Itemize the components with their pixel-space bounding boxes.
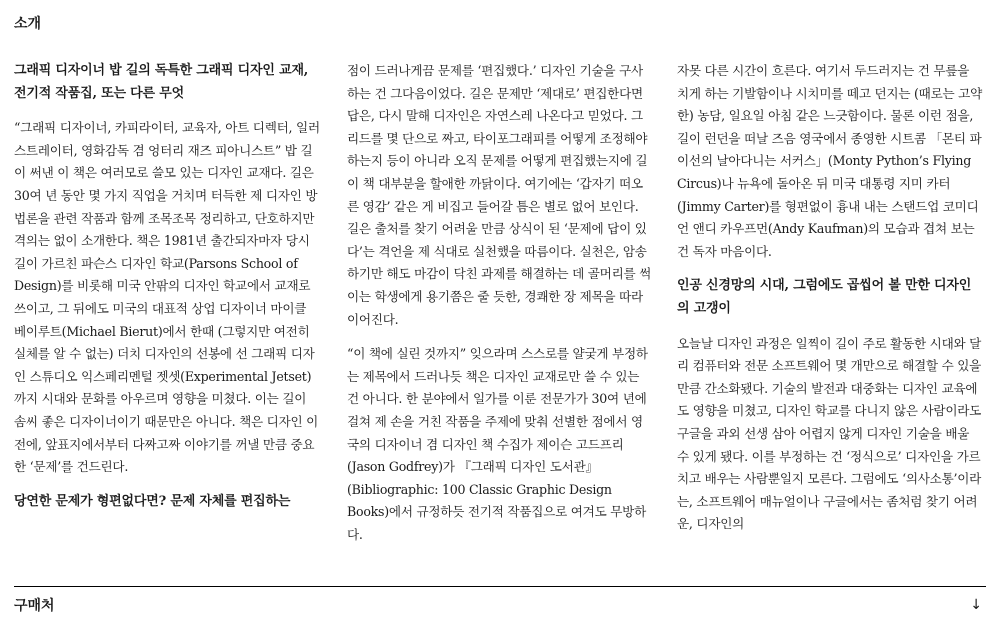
arrow-down-icon[interactable]: ↓	[970, 597, 982, 613]
column-3	[677, 60, 983, 578]
where-to-buy-toggle[interactable]	[14, 592, 986, 618]
section-title: 소개	[14, 16, 42, 32]
where-to-buy-label: 구매처	[14, 598, 55, 614]
heading-problem: 당연한 문제가 형편없다면? 문제 자체를 편집하는	[14, 493, 291, 509]
paragraph: “이 책에 실린 것까지” 잊으라며 스스로를 얄궂게 부정하는 제목에서 드러나듯 책은 디자인 교재로만 쓸 수 있는 건 아니다. 한 분야에서 일가를 이룬 전문가가 30여 년에 걸쳐 제 손을 거친 작품을 주제에 맞춰 선별한 점에서 영국의 디자이너 겸 디자인 책 수집가 제이슨 고드프리(Jason Godfrey)가 『그래픽 디자인 도서관』(Bibliographic: 100 Classic Graphic Design Books)에서 규정하듯 전기적 작품집으로 여겨도 무방하다.	[347, 346, 648, 542]
divider	[14, 586, 986, 587]
article-columns	[14, 60, 986, 578]
paragraph: 오늘날 디자인 과정은 일찍이 길이 주로 활동한 시대와 달리 컴퓨터와 전문 소프트웨어 몇 개만으로 해결할 수 있을 만큼 간소화됐다. 기술의 발전과 대중화는 디자인 교육에도 영향을 미쳤고, 디자인 학교를 다니지 않은 사람이라도 구글을 과외 선생 삼아 어렵지 않게 디자인 기술을 배울 수 있게 됐다. 이를 부정하는 건 ‘정식으로’ 디자인을 가르치고 배우는 사람뿐일지 모른다. 그럼에도 ‘의사소통’이라는, 소프트웨어 매뉴얼이나 구글에서는 좀처럼 찾기 어려운, 디자인의	[677, 335, 982, 532]
heading-ai-era: 인공 신경망의 시대, 그럼에도 곱씹어 볼 만한 디자인의 고갱이	[677, 278, 972, 316]
paragraph: 자못 다른 시간이 흐른다. 여기서 두드러지는 건 무릎을 치게 하는 기발함이나 시치미를 떼고 던지는 (때로는 고약한) 농담, 일요일 아침 같은 느긋함이다. 물론 이런 점을, 길이 런던을 떠날 즈음 영국에서 종영한 시트콤 「몬티 파이선의 날아다니는 서커스」(Monty Python’s Flying Circus)나 뉴욕에 돌아온 뒤 미국 대통령 지미 카터(Jimmy Carter)를 형편없이 흉내 내는 스탠드업 코미디언 앤디 카우프먼(Andy Kaufman)의 모습과 겹쳐 보는 건 독자 마음이다.	[677, 63, 982, 259]
paragraph: “그래픽 디자이너, 카피라이터, 교육자, 아트 디렉터, 일러스트레이터, 영화감독 겸 엉터리 재즈 피아니스트” 밥 길이 써낸 이 책은 여러모로 쓸모 있는 디자인 교재다. 길은 30여 년 동안 몇 가지 직업을 거치며 터득한 제 디자인 방법론을 관련 작품과 함께 조목조목 정리하고, 단호하지만 격의는 없이 소개한다. 책은 1981년 출간되자마자 당시 길이 가르친 파슨스 디자인 학교(Parsons School of Design)를 비롯해 미국 안팎의 디자인 학교에서 교재로 쓰이고, 그 뒤에도 미국의 대표적 상업 디자이너 마이클 베이루트(Michael Bierut)에서 한때 (그렇지만 여전히 실체를 알 수 없는) 더치 디자인의 선봉에 선 그래픽 디자인 스튜디오 익스페리멘털 젯셋(Experimental Jetset)까지 시대와 문화를 아우르며 영향을 미쳤다. 이는 길이 솜씨 좋은 디자이너이기 때문만은 아니다. 책은 디자인 이전에, 앞표지에서부터 다짜고짜 이야기를 꺼낼 만큼 중요한 ‘문제’를 건드린다.	[14, 120, 320, 475]
column-2	[347, 60, 653, 578]
column-1	[14, 60, 320, 578]
paragraph: 점이 드러나게끔 문제를 ‘편집했다.’ 디자인 기술을 구사하는 건 그다음이었다. 길은 문제만 ‘제대로’ 편집한다면 답은, 다시 말해 디자인은 자연스레 나온다고 믿었다. 그리드를 몇 단으로 짜고, 타이포그래피를 어떻게 조정해야 하는지 등이 아니라 오직 문제를 어떻게 편집했는지에 길이 책 대부분을 할애한 까닭이다. 여기에는 ‘갑자기 떠오른 영감’ 같은 게 비집고 들어갈 틈은 별로 없어 보인다. 길은 출처를 찾기 어려울 만큼 상식이 된 ‘문제에 답이 있다’는 격언을 제 식대로 실천했을 따름이다. 실천은, 암송하기만 해도 마감이 닥친 과제를 해결하는 데 골머리를 썩이는 학생에게 용기쯤은 줄 듯한, 경쾌한 장 제목을 따라 이어진다.	[347, 63, 652, 327]
heading-intro: 그래픽 디자이너 밥 길의 독특한 그래픽 디자인 교재, 전기적 작품집, 또는 다른 무엇	[14, 63, 309, 101]
